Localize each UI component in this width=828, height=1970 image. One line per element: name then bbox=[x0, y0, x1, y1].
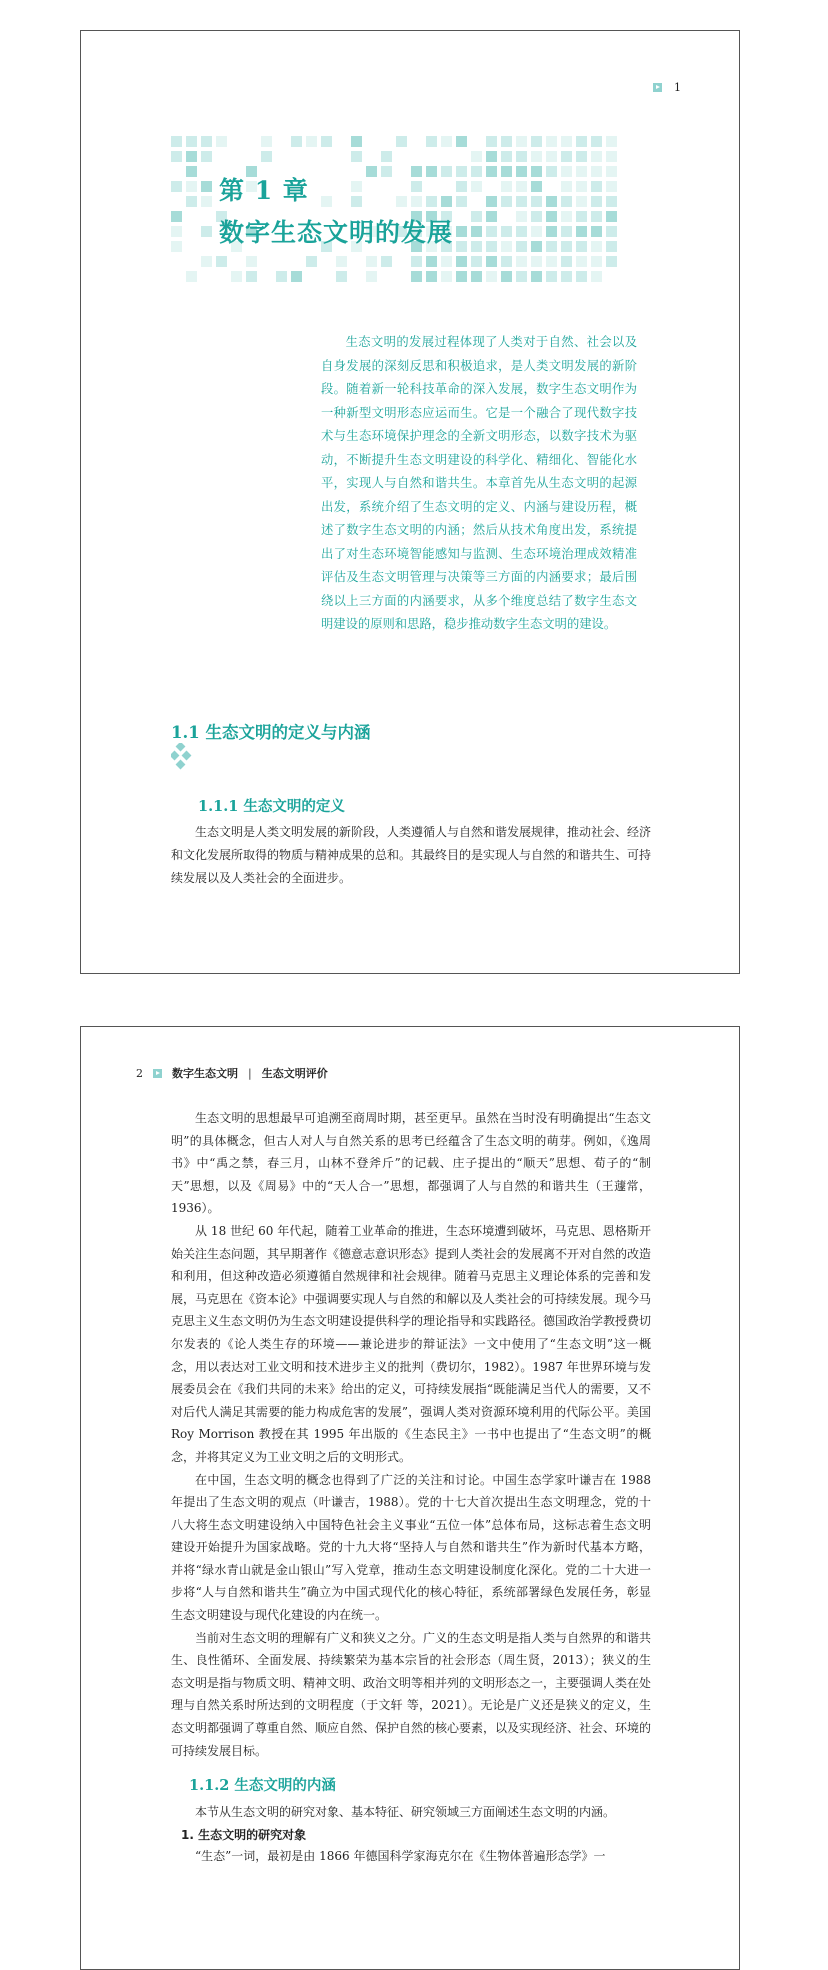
tile-square bbox=[186, 271, 197, 282]
tile-square bbox=[591, 271, 602, 282]
tile-square bbox=[351, 136, 362, 147]
tile-square bbox=[561, 211, 572, 222]
page-header bbox=[653, 81, 681, 94]
tile-square bbox=[291, 136, 302, 147]
tile-square bbox=[366, 166, 377, 177]
chapter-number: 第 1 章 bbox=[219, 176, 309, 205]
tile-square bbox=[501, 151, 512, 162]
tile-square bbox=[486, 151, 497, 162]
tile-square bbox=[456, 271, 467, 282]
tile-square bbox=[201, 226, 212, 237]
tile-square bbox=[516, 256, 527, 267]
tile-square bbox=[186, 166, 197, 177]
tile-square bbox=[216, 256, 227, 267]
tile-square bbox=[516, 241, 527, 252]
tile-square bbox=[576, 241, 587, 252]
tile-square bbox=[531, 256, 542, 267]
tile-square bbox=[546, 136, 557, 147]
subsection-title: 1.1.1 生态文明的定义 bbox=[198, 798, 345, 815]
section-title: 1.1 生态文明的定义与内涵 bbox=[171, 723, 371, 742]
page-2 bbox=[80, 1026, 740, 1970]
tile-square bbox=[411, 271, 422, 282]
tile-square bbox=[171, 181, 182, 192]
tile-square bbox=[576, 271, 587, 282]
tile-square bbox=[561, 271, 572, 282]
tile-square bbox=[201, 136, 212, 147]
tile-square bbox=[441, 196, 452, 207]
tile-square bbox=[426, 271, 437, 282]
tile-square bbox=[471, 271, 482, 282]
tile-square bbox=[576, 211, 587, 222]
tile-square bbox=[186, 181, 197, 192]
tile-square bbox=[486, 271, 497, 282]
tile-square bbox=[411, 196, 422, 207]
tile-square bbox=[531, 181, 542, 192]
tile-square bbox=[171, 211, 182, 222]
tile-square bbox=[411, 166, 422, 177]
tile-square bbox=[246, 271, 257, 282]
tile-square bbox=[201, 256, 212, 267]
tile-square bbox=[261, 136, 272, 147]
tile-square bbox=[591, 226, 602, 237]
subsection-title: 1.1.2 生态文明的内涵 bbox=[189, 1777, 336, 1795]
tile-square bbox=[381, 166, 392, 177]
tile-square bbox=[546, 211, 557, 222]
tile-square bbox=[546, 151, 557, 162]
tile-square bbox=[531, 151, 542, 162]
intro-paragraph: 本节从生态文明的研究对象、基本特征、研究领域三方面阐述生态文明的内涵。 bbox=[195, 1805, 616, 1820]
tile-square bbox=[546, 196, 557, 207]
tile-square bbox=[576, 256, 587, 267]
tile-square bbox=[576, 166, 587, 177]
tile-square bbox=[501, 241, 512, 252]
tile-square bbox=[261, 151, 272, 162]
body-paragraph: 生态文明的思想最早可追溯至商周时期，甚至更早。虽然在当时没有明确提出“生态文明”的具体概念，但古人对人与自然关系的思考已经蕴含了生态文明的萌芽。例如，《逸周书》中“禹之禁，春三月，山林不登斧斤”的记载、庄子提出的“顺天”思想、荀子的“制天”思想，以及《周易》中的“天人合一”思想，都强调了人与自然的和谐共生（王蘧常，1936）。 bbox=[171, 1111, 651, 1216]
tile-square bbox=[216, 136, 227, 147]
page-marker-icon bbox=[153, 1069, 162, 1078]
tile-square bbox=[516, 136, 527, 147]
tile-square bbox=[441, 136, 452, 147]
tile-square bbox=[546, 256, 557, 267]
tile-square bbox=[591, 211, 602, 222]
tile-square bbox=[531, 211, 542, 222]
tile-square bbox=[516, 211, 527, 222]
tile-square bbox=[501, 196, 512, 207]
tile-square bbox=[171, 226, 182, 237]
tile-square bbox=[486, 226, 497, 237]
tile-square bbox=[441, 271, 452, 282]
tile-square bbox=[501, 181, 512, 192]
tile-square bbox=[336, 271, 347, 282]
header-chapter-title: 生态文明评价 bbox=[261, 1067, 328, 1080]
tile-square bbox=[201, 151, 212, 162]
tile-square bbox=[186, 136, 197, 147]
page-header bbox=[136, 1065, 328, 1081]
tile-square bbox=[606, 241, 617, 252]
tile-square bbox=[471, 226, 482, 237]
tile-square bbox=[546, 226, 557, 237]
tile-square bbox=[456, 136, 467, 147]
tile-square bbox=[441, 166, 452, 177]
tile-square bbox=[351, 196, 362, 207]
tile-square bbox=[471, 211, 482, 222]
tile-square bbox=[171, 241, 182, 252]
tile-square bbox=[171, 136, 182, 147]
tile-square bbox=[531, 271, 542, 282]
tile-square bbox=[606, 166, 617, 177]
tile-square bbox=[411, 256, 422, 267]
tile-square bbox=[381, 256, 392, 267]
tile-square bbox=[456, 256, 467, 267]
tile-square bbox=[381, 151, 392, 162]
tile-square bbox=[531, 136, 542, 147]
tile-square bbox=[441, 256, 452, 267]
tile-square bbox=[516, 271, 527, 282]
body-paragraph: 当前对生态文明的理解有广义和狭义之分。广义的生态文明是指人类与自然界的和谐共生、良性循环、全面发展、持续繁荣为基本宗旨的社会形态（周生贤，2013）；狭义的生态文明是指与物质文明、精神文明、政治文明等相并列的文明形态之一，主要强调人类在处理与自然关系时所达到的文明程度（于文轩 等，2021）。无论是广义还是狭义的定义，生态文明都强调了尊重自然、顺应自然、保护自然的核心要素，以及实现经济、社会、环境的可持续发展目标。 bbox=[171, 1630, 652, 1758]
page-number: 1 bbox=[674, 81, 681, 94]
chapter-abstract: 生态文明的发展过程体现了人类对于自然、社会以及自身发展的深刻反思和积极追求，是人类文明发展的新阶段。随着新一轮科技革命的深入发展，数字生态文明作为一种新型文明形态应运而生。它是一个融合了现代数字技术与生态环境保护理念的全新文明形态，以数字技术为驱动，不断提升生态文明建设的科学化、精细化、智能化水平，实现人与自然和谐共生。本章首先从生态文明的起源出发，系统介绍了生态文明的定义、内涵与建设历程，概述了数字生态文明的内涵；然后从技术角度出发，系统提出了对生态环境智能感知与监测、生态环境治理成效精准评估及生态文明管理与决策等三方面的内涵要求；最后围绕以上三方面的内涵要求，从多个维度总结了数字生态文明建设的原则和思路，稳步推动数字生态文明的建设。 bbox=[321, 335, 637, 631]
tile-square bbox=[591, 166, 602, 177]
tile-square bbox=[426, 166, 437, 177]
tile-square bbox=[471, 256, 482, 267]
tile-square bbox=[471, 151, 482, 162]
tile-square bbox=[546, 241, 557, 252]
page-number: 2 bbox=[136, 1066, 143, 1080]
tile-square bbox=[516, 226, 527, 237]
tile-square bbox=[456, 181, 467, 192]
minor-heading: 1. 生态文明的研究对象 bbox=[181, 1827, 307, 1842]
tile-square bbox=[471, 241, 482, 252]
tile-square bbox=[276, 271, 287, 282]
chapter-title: 数字生态文明的发展 bbox=[219, 218, 454, 247]
tile-square bbox=[561, 226, 572, 237]
tile-square bbox=[486, 166, 497, 177]
tile-square bbox=[471, 166, 482, 177]
tile-square bbox=[246, 256, 257, 267]
tile-square bbox=[486, 136, 497, 147]
tile-square bbox=[591, 136, 602, 147]
tile-square bbox=[576, 196, 587, 207]
tile-square bbox=[201, 181, 212, 192]
tile-square bbox=[546, 271, 557, 282]
tile-square bbox=[201, 196, 212, 207]
tile-square bbox=[366, 271, 377, 282]
tile-square bbox=[486, 211, 497, 222]
tile-square bbox=[501, 136, 512, 147]
tile-square bbox=[321, 196, 332, 207]
page-body bbox=[171, 1107, 651, 1867]
tile-square bbox=[426, 256, 437, 267]
tile-square bbox=[606, 226, 617, 237]
tile-square bbox=[561, 166, 572, 177]
tile-square bbox=[321, 136, 332, 147]
tile-square bbox=[561, 196, 572, 207]
tile-square bbox=[606, 256, 617, 267]
tile-square bbox=[501, 226, 512, 237]
tile-square bbox=[336, 256, 347, 267]
header-book-title: 数字生态文明 bbox=[172, 1067, 238, 1080]
tile-square bbox=[576, 136, 587, 147]
tile-square bbox=[561, 181, 572, 192]
tile-square bbox=[561, 256, 572, 267]
tile-square bbox=[561, 136, 572, 147]
tile-square bbox=[531, 226, 542, 237]
page-marker-icon bbox=[653, 83, 662, 92]
tile-square bbox=[486, 196, 497, 207]
tile-square bbox=[606, 151, 617, 162]
tile-square bbox=[186, 151, 197, 162]
tile-square bbox=[456, 226, 467, 237]
tile-square bbox=[576, 181, 587, 192]
tile-square bbox=[546, 166, 557, 177]
tile-square bbox=[561, 151, 572, 162]
tile-square bbox=[486, 256, 497, 267]
tile-square bbox=[396, 196, 407, 207]
tile-square bbox=[591, 151, 602, 162]
tile-square bbox=[561, 241, 572, 252]
tile-square bbox=[456, 166, 467, 177]
tile-square bbox=[576, 151, 587, 162]
tile-square bbox=[426, 136, 437, 147]
tile-square bbox=[471, 181, 482, 192]
page-1 bbox=[80, 30, 740, 974]
tile-square bbox=[426, 196, 437, 207]
tile-square bbox=[351, 181, 362, 192]
diamond-ornament-icon bbox=[171, 743, 201, 773]
tile-square bbox=[186, 196, 197, 207]
body-paragraph: 在中国，生态文明的概念也得到了广泛的关注和讨论。中国生态学家叶谦吉在 1988 年提出了生态文明的观点（叶谦吉，1988）。党的十七大首次提出生态文明理念，党的十八大将生态文明建设纳入中国特色社会主义事业“五位一体”总体布局，这标志着生态文明建设开始提升为国家战略。党的十九大将“坚持人与自然和谐共生”作为新时代基本方略，并将“绿水青山就是金山银山”写入党章，推动生态文明建设制度化深化。党的二十大进一步将“人与自然和谐共生”确立为中国式现代化的核心特征，系统部署绿色发展任务，彰显生态文明建设与现代化建设的内在统一。 bbox=[171, 1472, 651, 1623]
header-separator: | bbox=[248, 1066, 252, 1080]
body-paragraph: 生态文明是人类文明发展的新阶段，人类遵循人与自然和谐发展规律，推动社会、经济和文化发展所取得的物质与精神成果的总和。其最终目的是实现人与自然的和谐共生、可持续发展以及人类社会的全面进步。 bbox=[171, 825, 652, 885]
tile-square bbox=[306, 256, 317, 267]
tile-square bbox=[591, 196, 602, 207]
tile-square bbox=[231, 271, 242, 282]
tile-square bbox=[501, 256, 512, 267]
tile-square bbox=[456, 241, 467, 252]
tile-square bbox=[411, 181, 422, 192]
tile-square bbox=[516, 151, 527, 162]
tile-square bbox=[591, 241, 602, 252]
tile-square bbox=[351, 151, 362, 162]
tile-square bbox=[291, 271, 302, 282]
tile-square bbox=[516, 181, 527, 192]
tile-square bbox=[591, 181, 602, 192]
tile-square bbox=[576, 226, 587, 237]
tile-square bbox=[486, 241, 497, 252]
tile-square bbox=[516, 166, 527, 177]
tile-square bbox=[531, 166, 542, 177]
tile-square bbox=[606, 196, 617, 207]
tile-square bbox=[366, 256, 377, 267]
tile-square bbox=[531, 241, 542, 252]
body-paragraph: 从 18 世纪 60 年代起，随着工业革命的推进，生态环境遭到破坏，马克思、恩格斯开始关注生态问题，其早期著作《德意志意识形态》提到人类社会的发展离不开对自然的改造和利用，但这种改造必须遵循自然规律和社会规律。随着马克思主义理论体系的完善和发展，马克思在《资本论》中强调要实现人与自然的和解以及人类社会的可持续发展。现今马克思主义生态文明仍为生态文明建设提供科学的理论指导和实践路径。德国政治学教授费切尔发表的《论人类生存的环境——兼论进步的辩证法》一文中使用了“生态文明”这一概念，用以表达对工业文明和技术进步主义的批判（费切尔，1982）。1987 年世界环境与发展委员会在《我们共同的未来》给出的定义，可持续发展指“既能满足当代人的需要，又不对后代人满足其需要的能力构成危害的发展”，强调人类对资源环境利用的代际公平。美国 Roy Morrison 教授在其 1995 年出版的《生态民主》一书中也提出了“生态文明”的概念，并将其定义为工业文明之后的文明形式。 bbox=[171, 1223, 652, 1464]
chapter-banner bbox=[171, 131, 641, 296]
tile-square bbox=[591, 256, 602, 267]
tile-square bbox=[456, 196, 467, 207]
tile-square bbox=[531, 196, 542, 207]
tile-square bbox=[501, 166, 512, 177]
body-paragraph: “生态”一词，最初是由 1866 年德国科学家海克尔在《生物体普遍形态学》一 bbox=[195, 1848, 606, 1863]
tile-square bbox=[516, 196, 527, 207]
tile-square bbox=[606, 181, 617, 192]
tile-square bbox=[606, 136, 617, 147]
tile-square bbox=[501, 271, 512, 282]
tile-square bbox=[306, 136, 317, 147]
tile-square bbox=[606, 211, 617, 222]
tile-square bbox=[171, 151, 182, 162]
tile-square bbox=[396, 136, 407, 147]
